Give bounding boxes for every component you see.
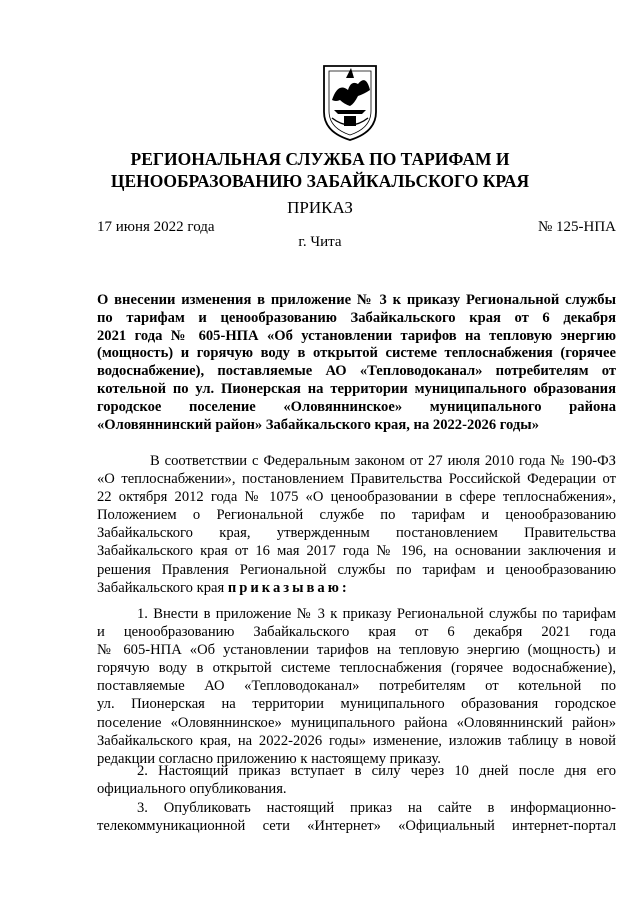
city: г. Чита (298, 234, 342, 250)
item-1-line: поселение «Оловяннинское» муниципального района «Оловяннинский район» (97, 714, 616, 731)
item-3-line: 3. Опубликовать настоящий приказ на сайте в информационно- (137, 800, 616, 816)
authority-line-2: ЦЕНООБРАЗОВАНИЮ ЗАБАЙКАЛЬСКОГО КРАЯ (110, 171, 530, 191)
item-2-line: 2. Настоящий приказ вступает в силу через 10 дней после дня его (137, 763, 616, 779)
item-1-line: № 605-НПА «Об установлении тарифов на тепловую энергию (мощность) и (97, 642, 616, 659)
order-subject (97, 292, 616, 434)
item-1-line: 1. Внести в приложение № 3 к приказу Региональной службы по тарифам (137, 606, 616, 622)
coat-of-arms-emblem (318, 60, 382, 144)
subject-line: городское поселение «Оловяннинское» муниципального района (97, 398, 616, 415)
item-1-line: ул. Пионерская на территории муниципального образования городское (97, 696, 616, 713)
order-number: № 125-НПА (537, 219, 616, 235)
item-1-line: и ценообразованию Забайкальского края от 6 декабря 2021 года (97, 624, 616, 641)
document-type: ПРИКАЗ (287, 198, 353, 217)
preamble-line: 22 октября 2012 года № 1075 «О ценообразовании в сфере теплоснабжения», (97, 489, 616, 506)
preamble-line: решения Правления Региональной службы по тарифам и ценообразованию (97, 561, 616, 578)
preamble-last-text: Забайкальского края (97, 579, 225, 596)
order-date: 17 июня 2022 года (97, 219, 215, 235)
preamble-line: Забайкальского края от 16 мая 2017 года № 196, на основании заключения и (97, 543, 616, 560)
item-1-line: горячую воду в открытой системе теплоснабжения (горячее водоснабжение), (97, 660, 616, 677)
subject-line: по тарифам и ценообразованию Забайкальского края от 6 декабря (97, 309, 616, 326)
preamble-line: Положением о Региональной службе по тарифам и ценообразованию (97, 507, 616, 524)
preamble-line: «О теплоснабжении», постановлением Правительства Российской Федерации от (97, 471, 616, 488)
order-word: приказываю: (227, 579, 350, 596)
preamble-paragraph (97, 452, 616, 597)
preamble-line: В соответствии с Федеральным законом от 27 июля 2010 года № 190-ФЗ (150, 453, 616, 469)
subject-line: 2021 года № 605-НПА «Об установлении тарифов на тепловую энергию (97, 327, 616, 344)
item-3-line: телекоммуникационной сети «Интернет» «Официальный интернет-портал (97, 818, 616, 835)
subject-line: водоснабжение), поставляемые АО «Тепловодоканал» потребителям от (97, 363, 616, 380)
subject-line: О внесении изменения в приложение № 3 к приказу Региональной службы (97, 292, 616, 308)
subject-line: (мощность) и горячую воду в открытой системе теплоснабжения (горячее (97, 345, 616, 362)
preamble-line: Забайкальского края, утвержденным постановлением Правительства (97, 525, 616, 542)
item-1-line: Забайкальского края, на 2022-2026 годы» изменение, изложив таблицу в новой (97, 732, 616, 749)
item-1-line: редакции согласно приложению к настоящему приказу. (97, 750, 441, 767)
authority-line-1: РЕГИОНАЛЬНАЯ СЛУЖБА ПО ТАРИФАМ И (130, 149, 510, 169)
subject-line: «Оловяннинский район» Забайкальского края, на 2022-2026 годы» (97, 416, 539, 433)
item-1-line: поставляемые АО «Тепловодоканал» потребителям от котельной по (97, 678, 616, 695)
item-1-paragraph (97, 605, 616, 768)
issuing-authority (0, 148, 640, 192)
subject-line: котельной по ул. Пионерская на территории муниципального образования (97, 380, 616, 397)
item-2-line: официального опубликования. (97, 781, 287, 798)
preamble-line (97, 579, 616, 597)
item-2-paragraph (97, 762, 616, 798)
item-3-paragraph (97, 799, 616, 835)
